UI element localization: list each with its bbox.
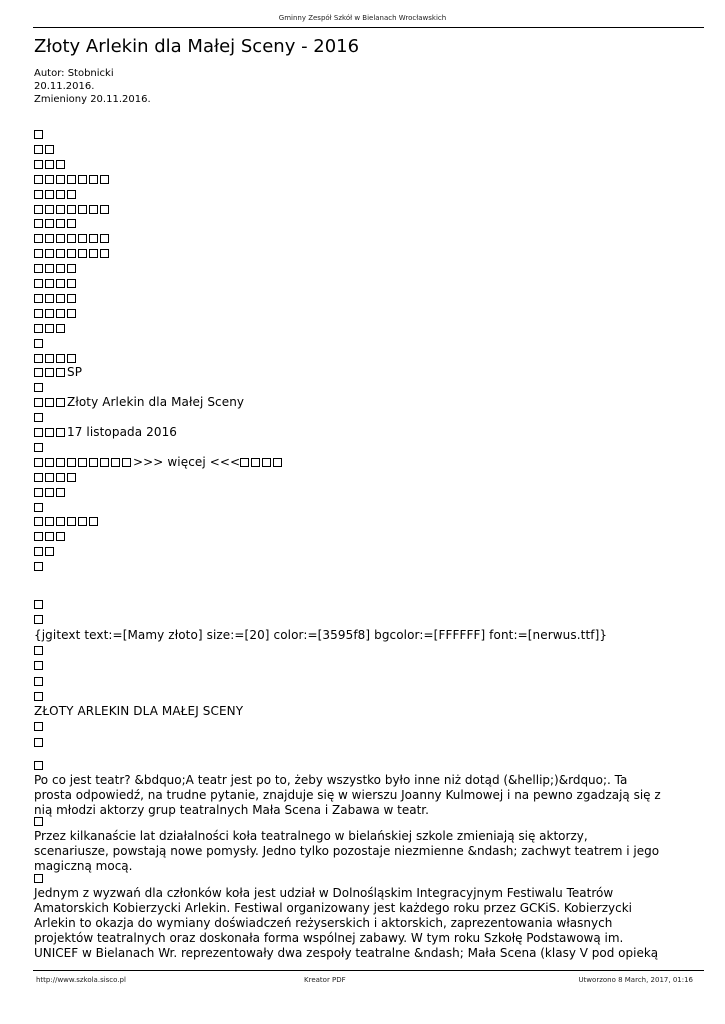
modified-line: Zmieniony 20.11.2016. [34, 94, 151, 105]
glyph-row [34, 514, 100, 529]
missing-glyph-box [34, 443, 43, 452]
missing-glyph-box [34, 532, 43, 541]
missing-glyph-box [34, 517, 43, 526]
glyph-row [34, 216, 78, 231]
missing-glyph-box [67, 458, 76, 467]
glyph-text: Złoty Arlekin dla Małej Sceny [67, 395, 245, 410]
paragraph [34, 773, 704, 818]
glyph-row [34, 127, 45, 142]
glyph-row [34, 157, 67, 172]
missing-glyph-box [122, 458, 131, 467]
missing-glyph-box [45, 428, 54, 437]
missing-glyph-box [67, 264, 76, 273]
missing-glyph-box [34, 503, 43, 512]
glyph-row [34, 440, 45, 455]
footer-created: Utworzono 8 March, 2017, 01:16 [578, 976, 693, 984]
missing-glyph-box [34, 722, 43, 731]
missing-glyph-box [34, 324, 43, 333]
missing-glyph-box [34, 130, 43, 139]
missing-glyph-box [34, 428, 43, 437]
missing-glyph-box [34, 294, 43, 303]
missing-glyph-box [100, 234, 109, 243]
missing-glyph-box [56, 428, 65, 437]
missing-glyph-box [78, 234, 87, 243]
lower-row [34, 704, 243, 719]
footer-divider [33, 970, 704, 971]
missing-glyph-box [67, 473, 76, 482]
glyph-row [34, 306, 78, 321]
lower-row [34, 735, 45, 750]
missing-glyph-box [56, 160, 65, 169]
missing-glyph-box [56, 354, 65, 363]
paragraph-marker [34, 871, 45, 886]
missing-glyph-box [45, 324, 54, 333]
missing-glyph-box [89, 517, 98, 526]
missing-glyph-box [34, 547, 43, 556]
missing-glyph-box [67, 234, 76, 243]
missing-glyph-box [45, 473, 54, 482]
lower-row [34, 674, 45, 689]
glyph-row [34, 425, 177, 440]
missing-glyph-box [45, 249, 54, 258]
paragraph-marker [34, 758, 45, 773]
missing-glyph-box [56, 368, 65, 377]
missing-glyph-box [56, 294, 65, 303]
missing-glyph-box [34, 219, 43, 228]
lower-text: {jgitext text:=[Mamy złoto] size:=[20] color:=[3595f8] bgcolor:=[FFFFFF] font:=[nerwus.ttf]} [34, 627, 608, 642]
missing-glyph-box [56, 532, 65, 541]
missing-glyph-box [56, 309, 65, 318]
missing-glyph-box [34, 279, 43, 288]
missing-glyph-box [45, 234, 54, 243]
missing-glyph-box [56, 249, 65, 258]
missing-glyph-box [34, 309, 43, 318]
missing-glyph-box [67, 175, 76, 184]
paragraph-line: Po co jest teatr? &bdquo;A teatr jest po to, żeby wszystko było inne niż dotąd (&hellip;)&rdquo;. Ta [34, 773, 628, 787]
lower-row [34, 597, 45, 612]
paragraph-line: UNICEF w Bielanach Wr. reprezentowały dwa zespoły teatralne &ndash; Mała Scena (klasy V pod opieką [34, 946, 659, 960]
lower-text: ZŁOTY ARLEKIN DLA MAŁEJ SCENY [34, 704, 244, 719]
missing-glyph-box [34, 473, 43, 482]
missing-glyph-box [89, 249, 98, 258]
glyph-text: SP [67, 365, 83, 380]
glyph-row [34, 380, 45, 395]
missing-glyph-box [45, 488, 54, 497]
missing-glyph-box [34, 874, 43, 883]
missing-glyph-box [78, 175, 87, 184]
paragraph-line: magiczną mocą. [34, 859, 133, 873]
missing-glyph-box [34, 398, 43, 407]
missing-glyph-box [34, 738, 43, 747]
missing-glyph-box [262, 458, 271, 467]
paragraph-line: Arlekin to okazja do wymiany doświadczeń reżyserskich i aktorskich, zaprezentowania własnych [34, 916, 613, 930]
missing-glyph-box [56, 175, 65, 184]
article-title: Złoty Arlekin dla Małej Sceny - 2016 [34, 36, 360, 57]
glyph-row [34, 172, 111, 187]
missing-glyph-box [34, 205, 43, 214]
paragraph-marker [34, 814, 45, 829]
article-meta [34, 67, 151, 106]
glyph-row [34, 202, 111, 217]
glyph-row [34, 395, 244, 410]
missing-glyph-box [111, 458, 120, 467]
missing-glyph-box [67, 517, 76, 526]
missing-glyph-box [45, 279, 54, 288]
missing-glyph-box [67, 294, 76, 303]
missing-glyph-box [89, 458, 98, 467]
missing-glyph-box [45, 294, 54, 303]
lower-row [34, 612, 45, 627]
missing-glyph-box [34, 661, 43, 670]
glyph-row [34, 470, 78, 485]
glyph-row [34, 291, 78, 306]
missing-glyph-box [45, 354, 54, 363]
missing-glyph-box [45, 458, 54, 467]
missing-glyph-box [56, 264, 65, 273]
glyph-row [34, 261, 78, 276]
missing-glyph-box [67, 219, 76, 228]
missing-glyph-box [34, 817, 43, 826]
missing-glyph-box [45, 517, 54, 526]
glyph-row [34, 142, 56, 157]
footer-url: http://www.szkola.sisco.pl [36, 976, 126, 984]
missing-glyph-box [67, 190, 76, 199]
glyph-row [34, 336, 45, 351]
lower-row [34, 643, 45, 658]
missing-glyph-box [56, 234, 65, 243]
missing-glyph-box [78, 458, 87, 467]
missing-glyph-box [45, 309, 54, 318]
glyph-row [34, 559, 45, 574]
date-line: 20.11.2016. [34, 81, 95, 92]
missing-glyph-box [34, 646, 43, 655]
glyph-row [34, 231, 111, 246]
missing-glyph-box [89, 234, 98, 243]
glyph-row [34, 529, 67, 544]
paragraph-line: Przez kilkanaście lat działalności koła teatralnego w bielańskiej szkole zmieniają się aktorzy, [34, 829, 588, 843]
page-header: Gminny Zespół Szkół w Bielanach Wrocławskich [278, 14, 447, 22]
missing-glyph-box [45, 264, 54, 273]
missing-glyph-box [89, 175, 98, 184]
glyph-row [34, 485, 67, 500]
glyph-text: 17 listopada 2016 [67, 425, 178, 439]
missing-glyph-box [45, 368, 54, 377]
missing-glyph-box [34, 190, 43, 199]
lower-row [34, 628, 607, 643]
missing-glyph-box [56, 473, 65, 482]
missing-glyph-box [89, 205, 98, 214]
paragraph [34, 829, 704, 874]
missing-glyph-box [78, 249, 87, 258]
missing-glyph-box [240, 458, 249, 467]
missing-glyph-box [34, 615, 43, 624]
footer-generator: Kreator PDF [304, 976, 346, 984]
glyph-row [34, 544, 56, 559]
missing-glyph-box [45, 219, 54, 228]
missing-glyph-box [34, 264, 43, 273]
paragraph [34, 886, 704, 961]
lower-row [34, 658, 45, 673]
missing-glyph-box [45, 547, 54, 556]
missing-glyph-box [34, 677, 43, 686]
glyph-text: >>> więcej <<< [133, 454, 241, 469]
missing-glyph-box [78, 205, 87, 214]
missing-glyph-box [45, 398, 54, 407]
glyph-row [34, 351, 78, 366]
missing-glyph-box [56, 279, 65, 288]
missing-glyph-box [45, 175, 54, 184]
glyph-row [34, 321, 67, 336]
missing-glyph-box [34, 368, 43, 377]
glyph-row [34, 276, 78, 291]
missing-glyph-box [273, 458, 282, 467]
missing-glyph-box [45, 205, 54, 214]
missing-glyph-box [45, 532, 54, 541]
missing-glyph-box [34, 488, 43, 497]
glyph-row [34, 410, 45, 425]
author-line: Autor: Stobnicki [34, 68, 114, 79]
missing-glyph-box [45, 160, 54, 169]
missing-glyph-box [45, 145, 54, 154]
missing-glyph-box [100, 249, 109, 258]
glyph-row [34, 500, 45, 515]
missing-glyph-box [251, 458, 260, 467]
missing-glyph-box [45, 190, 54, 199]
missing-glyph-box [34, 145, 43, 154]
missing-glyph-box [34, 413, 43, 422]
missing-glyph-box [34, 249, 43, 258]
missing-glyph-box [56, 488, 65, 497]
paragraph-line: Amatorskich Kobierzycki Arlekin. Festiwal organizowany jest każdego roku przez GCKiS. Kobierzycki [34, 901, 632, 915]
glyph-row [34, 246, 111, 261]
missing-glyph-box [34, 692, 43, 701]
missing-glyph-box [56, 398, 65, 407]
missing-glyph-box [67, 309, 76, 318]
missing-glyph-box [100, 205, 109, 214]
lower-row [34, 719, 45, 734]
missing-glyph-box [56, 517, 65, 526]
glyph-row [34, 365, 82, 380]
missing-glyph-box [100, 458, 109, 467]
missing-glyph-box [67, 279, 76, 288]
missing-glyph-box [34, 600, 43, 609]
missing-glyph-box [34, 234, 43, 243]
paragraph-line: scenariusze, powstają nowe pomysły. Jedno tylko pozostaje niezmienne &ndash; zachwyt teatrem i jego [34, 844, 660, 858]
missing-glyph-box [34, 339, 43, 348]
missing-glyph-box [67, 249, 76, 258]
missing-glyph-box [100, 175, 109, 184]
missing-glyph-box [34, 761, 43, 770]
paragraph-line: projektów teatralnych oraz doskonała forma wspólnej zabawy. W tym roku Szkołę Podstawową im. [34, 931, 624, 945]
paragraph-line: nią młodzi aktorzy grup teatralnych Mała Scena i Zabawa w teatr. [34, 803, 429, 817]
missing-glyph-box [78, 517, 87, 526]
missing-glyph-box [56, 219, 65, 228]
missing-glyph-box [34, 175, 43, 184]
glyph-row [34, 187, 78, 202]
missing-glyph-box [34, 562, 43, 571]
missing-glyph-box [34, 383, 43, 392]
missing-glyph-box [34, 160, 43, 169]
missing-glyph-box [56, 205, 65, 214]
paragraph-line: prosta odpowiedź, na trudne pytanie, znajduje się w wierszu Joanny Kulmowej i na pewno zgadzają się z [34, 788, 661, 802]
missing-glyph-box [56, 190, 65, 199]
missing-glyph-box [67, 205, 76, 214]
missing-glyph-box [34, 458, 43, 467]
missing-glyph-box [56, 458, 65, 467]
missing-glyph-box [67, 354, 76, 363]
paragraph-line: Jednym z wyzwań dla członków koła jest udział w Dolnośląskim Integracyjnym Festiwalu Teatrów [34, 886, 614, 900]
missing-glyph-box [34, 354, 43, 363]
missing-glyph-box [56, 324, 65, 333]
lower-row [34, 689, 45, 704]
glyph-row [34, 455, 284, 470]
header-divider [33, 27, 704, 28]
